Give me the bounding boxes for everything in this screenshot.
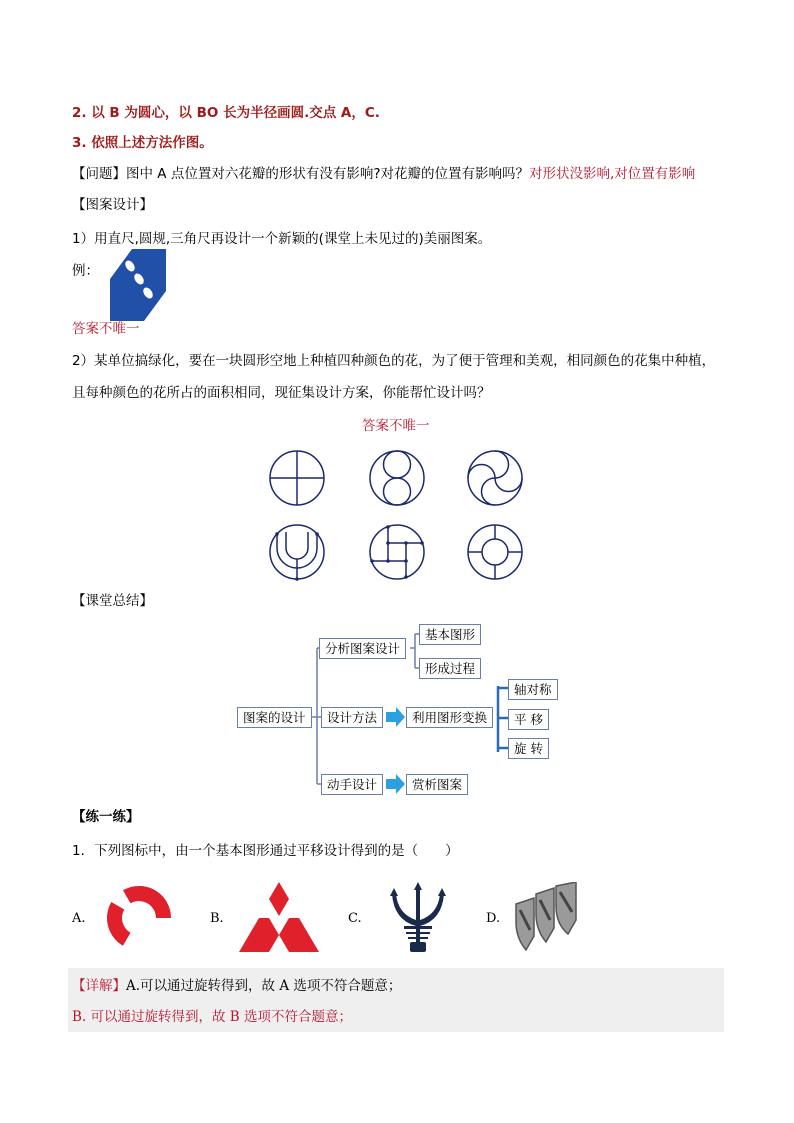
map-transform: 利用图形变换 bbox=[406, 707, 493, 728]
question-answer: 对形状没影响,对位置有影响 bbox=[528, 166, 696, 182]
design-concentric bbox=[468, 525, 522, 579]
map-translate: 平 移 bbox=[508, 709, 549, 730]
example-label: 例： bbox=[72, 263, 99, 279]
answer-not-unique-1: 答案不唯一 bbox=[72, 321, 140, 337]
option-a-logo bbox=[100, 882, 178, 954]
answer-not-unique-2: 答案不唯一 bbox=[362, 418, 430, 434]
step-2: 2. 以 B 为圆心，以 BO 长为半径画圆.交点 A，C. bbox=[72, 105, 380, 121]
pattern-design-item1: 1）用直尺,圆规,三角尺再设计一个新颖的(课堂上未见过的)美丽图案。 bbox=[72, 231, 492, 247]
map-appreciate: 赏析图案 bbox=[406, 774, 468, 795]
detail-line-1 bbox=[72, 977, 401, 995]
map-method: 设计方法 bbox=[321, 707, 383, 728]
design-swirl bbox=[468, 451, 522, 505]
option-b-label: B. bbox=[210, 911, 224, 926]
example-pattern-image bbox=[110, 249, 166, 321]
map-hands-on: 动手设计 bbox=[321, 774, 383, 795]
option-c-label: C. bbox=[348, 911, 362, 926]
question-text: 【问题】图中 A 点位置对六花瓣的形状有没有影响?对花瓣的位置有影响吗？ bbox=[72, 166, 529, 182]
pattern-design-item2-line2: 且每种颜色的花所占的面积相同，现征集设计方案，你能帮忙设计吗？ bbox=[72, 385, 491, 401]
design-pinwheel bbox=[370, 525, 424, 579]
detail-tag: 【详解】 bbox=[72, 978, 126, 994]
option-c-logo bbox=[386, 880, 450, 956]
practice-heading: 【练一练】 bbox=[72, 809, 140, 825]
map-analyze: 分析图案设计 bbox=[319, 638, 406, 659]
option-a-label: A. bbox=[72, 911, 86, 926]
pattern-design-item2-line1: 2）某单位搞绿化，要在一块圆形空地上种植四种颜色的花，为了便于管理和美观，相同颜色的花集中种植， bbox=[72, 353, 716, 369]
map-basic-shape: 基本图形 bbox=[419, 624, 481, 645]
option-d-logo bbox=[514, 882, 582, 952]
design-cross bbox=[270, 451, 324, 505]
option-b-logo bbox=[236, 880, 322, 954]
circle-designs bbox=[264, 448, 534, 584]
map-rotate: 旋 转 bbox=[508, 738, 549, 759]
question-line bbox=[72, 165, 695, 183]
map-root: 图案的设计 bbox=[237, 707, 312, 728]
design-two-circles bbox=[370, 451, 424, 505]
step-3: 3. 依照上述方法作图。 bbox=[72, 135, 213, 151]
map-process: 形成过程 bbox=[419, 658, 481, 679]
detail-line-2-text: B. 可以通过旋转得到，故 B 选项不符合题意； bbox=[72, 1009, 353, 1025]
summary-heading: 【课堂总结】 bbox=[72, 593, 153, 609]
practice-q1: 1．下列图标中，由一个基本图形通过平移设计得到的是（ ） bbox=[72, 843, 459, 859]
detail-line-2 bbox=[72, 1008, 352, 1026]
option-d-label: D. bbox=[486, 911, 501, 926]
map-axis-symmetry: 轴对称 bbox=[508, 679, 558, 700]
pattern-design-heading: 【图案设计】 bbox=[72, 197, 153, 213]
detail-line-1-text: A.可以通过旋转得到，故 A 选项不符合题意； bbox=[126, 978, 402, 994]
